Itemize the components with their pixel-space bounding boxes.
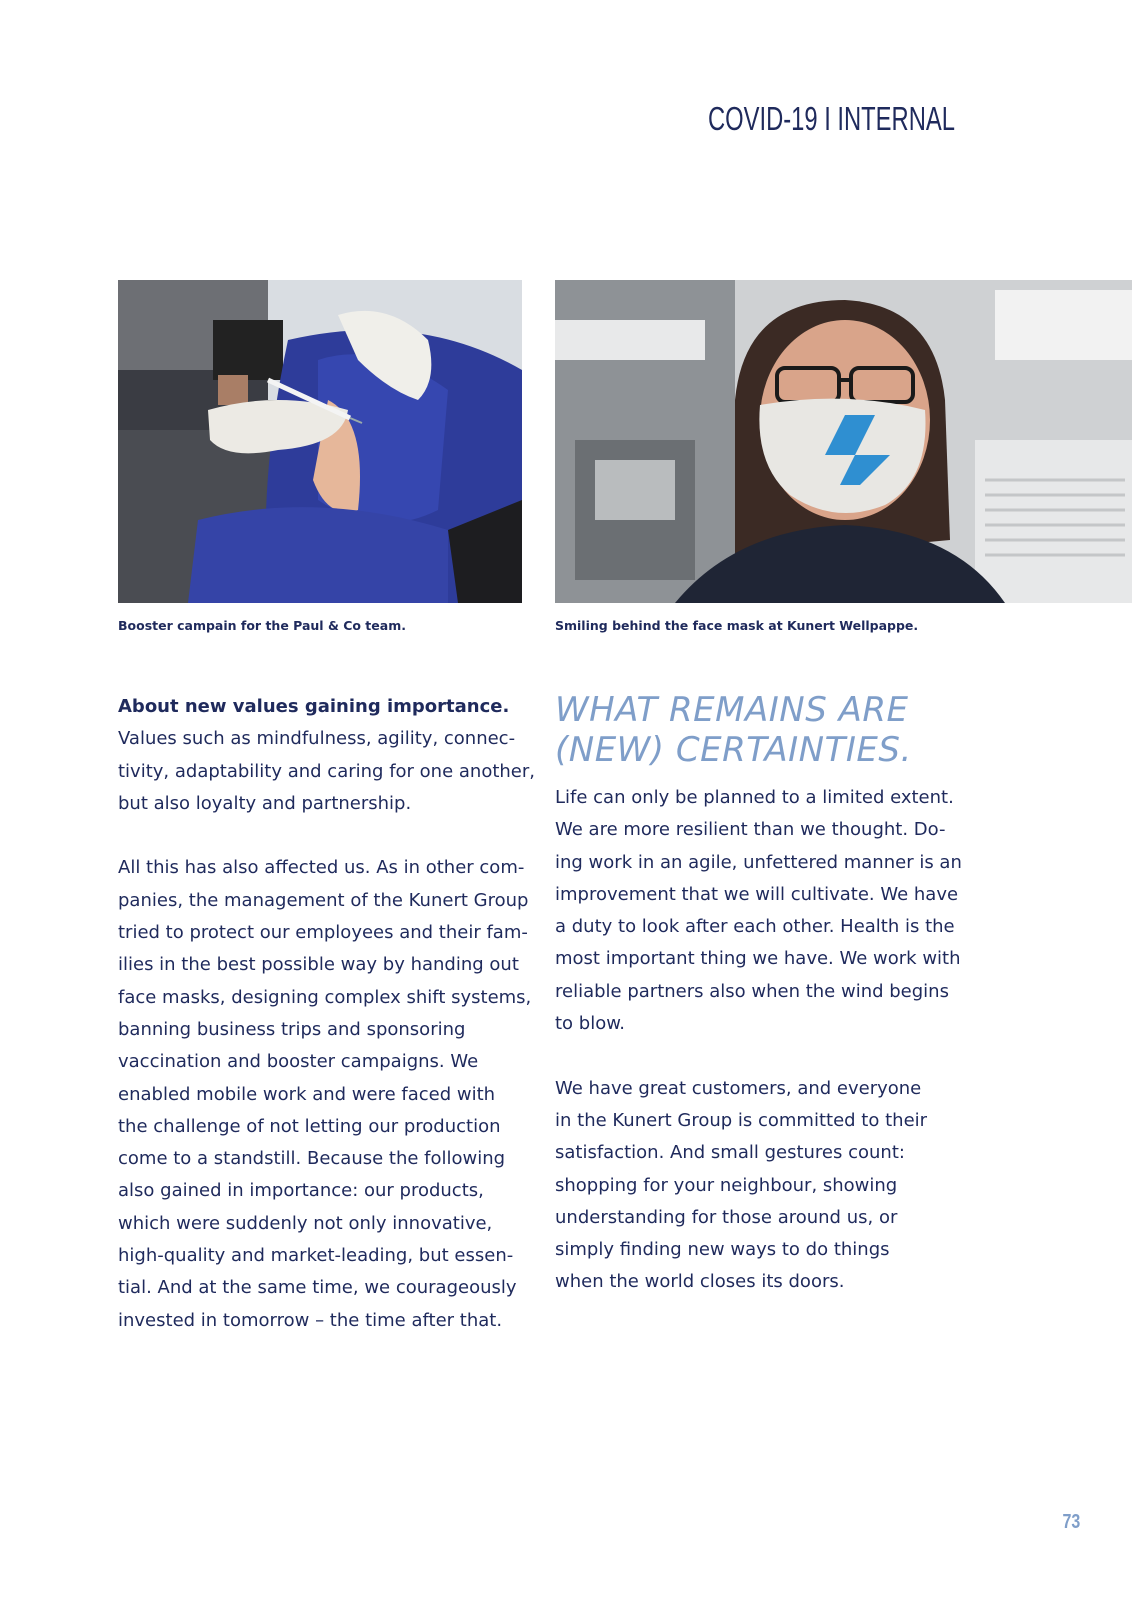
- text-line: panies, the management of the Kunert Group: [118, 889, 529, 911]
- text-line: banning business trips and sponsoring: [118, 1018, 466, 1040]
- text-line: simply finding new ways to do things: [555, 1239, 890, 1261]
- text-line: high-quality and market-leading, but essen-: [118, 1245, 514, 1267]
- left-text-column: [118, 691, 535, 1337]
- text-line: We are more resilient than we thought. Do-: [555, 819, 946, 841]
- text-line: We have great customers, and everyone: [555, 1077, 922, 1099]
- text-line: to blow.: [555, 1013, 626, 1035]
- text-line: Values such as mindfulness, agility, connec-: [118, 728, 516, 750]
- paragraph-gap: [555, 1040, 965, 1072]
- text-line: when the world closes its doors.: [555, 1271, 845, 1293]
- right-text-column: [555, 690, 965, 1299]
- text-line: enabled mobile work and were faced with: [118, 1083, 496, 1105]
- text-line: shopping for your neighbour, showing: [555, 1174, 898, 1196]
- text-line: most important thing we have. We work with: [555, 948, 961, 970]
- page-number: 73: [1062, 1511, 1080, 1533]
- lead-heading: About new values gaining importance.: [118, 696, 510, 717]
- photo-booster-campaign: [118, 280, 522, 603]
- text-line: tivity, adaptability and caring for one another,: [118, 760, 535, 782]
- text-line: tried to protect our employees and their fam-: [118, 922, 528, 944]
- photo-caption-left: Booster campain for the Paul & Co team.: [118, 618, 406, 633]
- text-line: in the Kunert Group is committed to their: [555, 1109, 928, 1131]
- text-line: come to a standstill. Because the following: [118, 1148, 506, 1170]
- vaccination-illustration: [118, 280, 522, 603]
- mask-portrait-illustration: [555, 280, 1132, 603]
- text-line: ing work in an agile, unfettered manner is an: [555, 851, 962, 873]
- heading-line: (NEW) CERTAINTIES.: [555, 730, 912, 770]
- text-line: ilies in the best possible way by handing out: [118, 954, 519, 976]
- photo-face-mask: [555, 280, 1132, 603]
- text-line: Life can only be planned to a limited extent.: [555, 787, 954, 808]
- text-line: vaccination and booster campaigns. We: [118, 1051, 479, 1073]
- text-line: improvement that we will cultivate. We have: [555, 883, 959, 905]
- text-line: All this has also affected us. As in other com-: [118, 857, 525, 879]
- text-line: satisfaction. And small gestures count:: [555, 1142, 905, 1164]
- text-line: the challenge of not letting our production: [118, 1115, 501, 1137]
- text-line: also gained in importance: our products,: [118, 1180, 484, 1202]
- text-line: reliable partners also when the wind begins: [555, 980, 949, 1002]
- text-line: invested in tomorrow – the time after that.: [118, 1309, 503, 1331]
- photo-caption-right: Smiling behind the face mask at Kunert Wellpappe.: [555, 618, 919, 633]
- heading-line: WHAT REMAINS ARE: [555, 690, 909, 730]
- text-line: tial. And at the same time, we courageously: [118, 1277, 517, 1299]
- text-line: but also loyalty and partnership.: [118, 792, 412, 814]
- section-header: COVID-19 I INTERNAL: [708, 100, 955, 137]
- paragraph-gap: [118, 820, 528, 852]
- text-line: face masks, designing complex shift systems,: [118, 986, 532, 1008]
- section-heading: [555, 690, 965, 770]
- text-line: understanding for those around us, or: [555, 1206, 898, 1228]
- text-line: a duty to look after each other. Health is the: [555, 916, 955, 938]
- text-line: which were suddenly not only innovative,: [118, 1212, 493, 1234]
